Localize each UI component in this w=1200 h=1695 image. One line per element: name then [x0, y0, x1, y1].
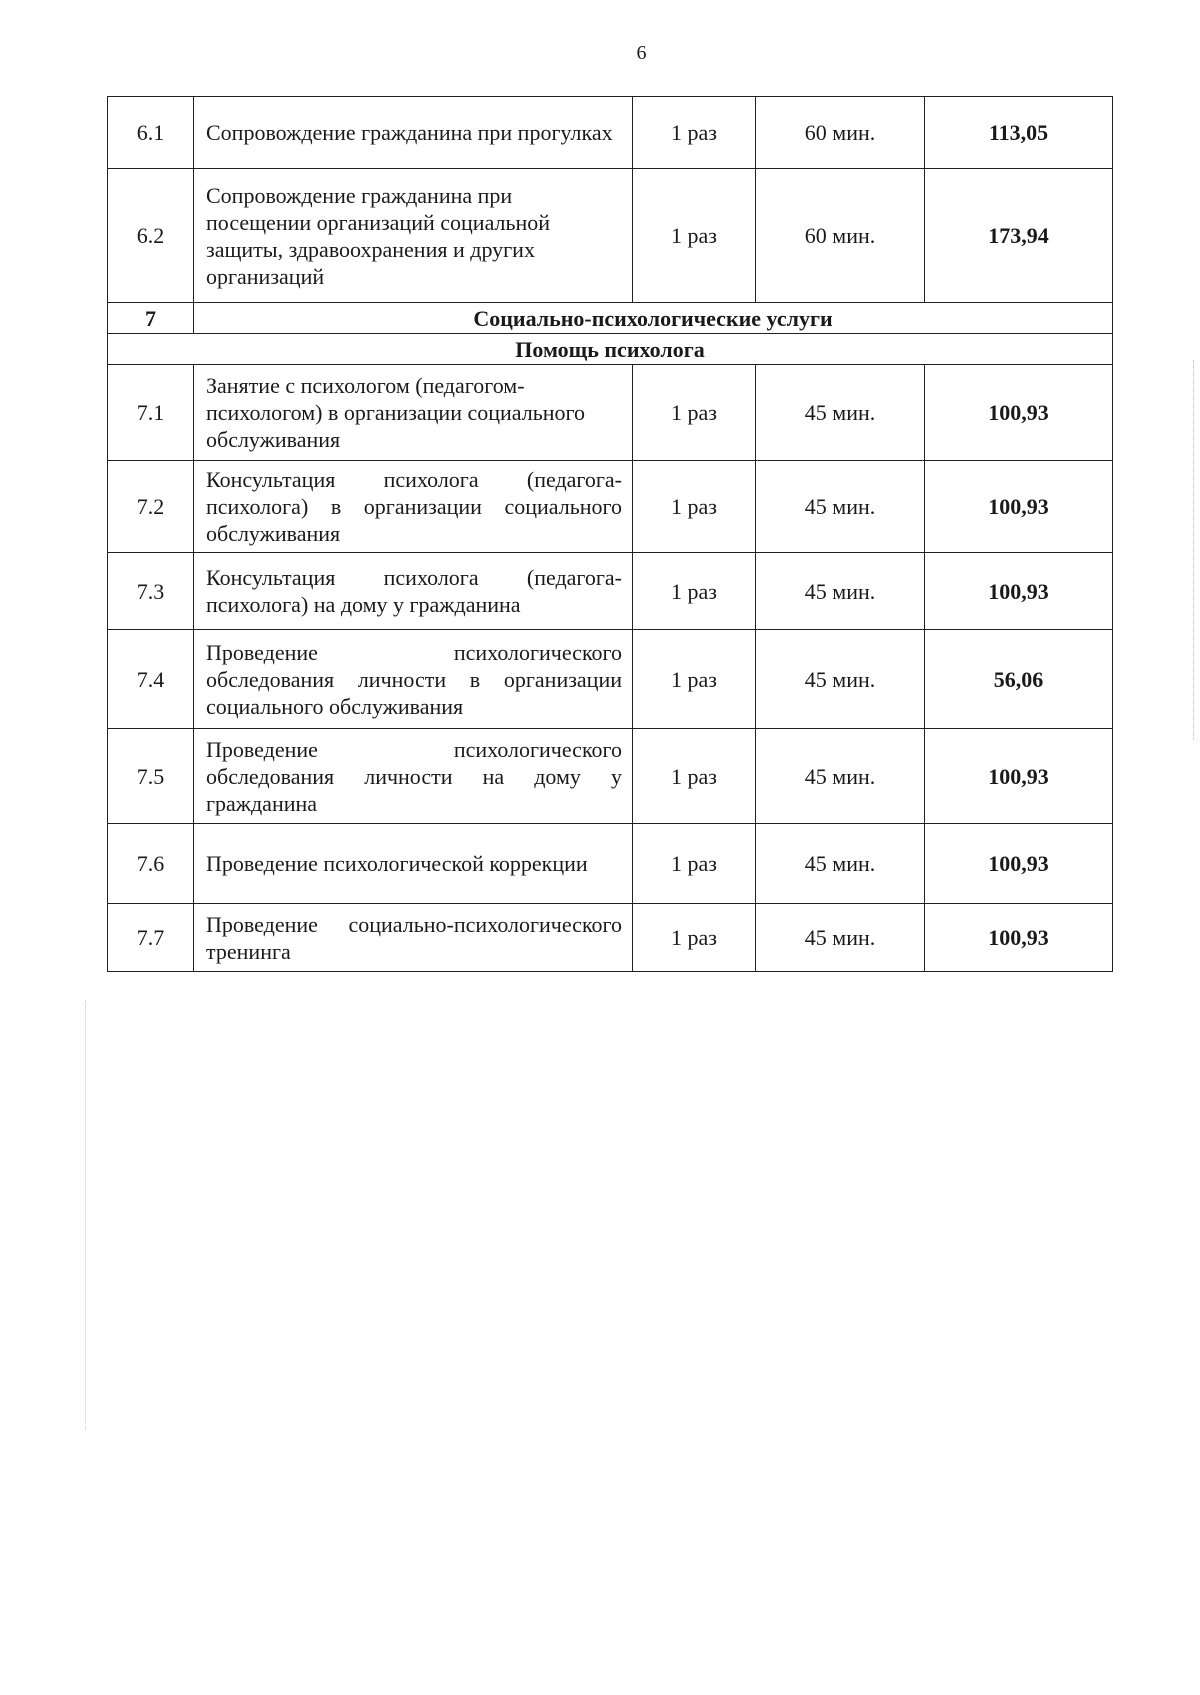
table-row	[108, 169, 1113, 303]
service-price: 100,93	[925, 365, 1113, 461]
service-frequency: 1 раз	[633, 904, 756, 972]
service-frequency: 1 раз	[633, 97, 756, 169]
service-price: 100,93	[925, 824, 1113, 904]
service-frequency: 1 раз	[633, 169, 756, 303]
service-frequency: 1 раз	[633, 553, 756, 630]
service-price: 100,93	[925, 553, 1113, 630]
service-duration: 45 мин.	[756, 904, 925, 972]
section-number: 7	[108, 303, 194, 334]
service-price: 173,94	[925, 169, 1113, 303]
service-name: Проведение социально-психологического тренинга	[194, 904, 633, 972]
section-row	[108, 303, 1113, 334]
page-number: 6	[636, 42, 647, 64]
row-number: 7.4	[108, 630, 194, 729]
table-row	[108, 365, 1113, 461]
table-row	[108, 461, 1113, 553]
scan-edge-mark	[85, 1000, 87, 1430]
table-row	[108, 97, 1113, 169]
subsection-title: Помощь психолога	[108, 334, 1113, 365]
service-duration: 60 мин.	[756, 97, 925, 169]
row-number: 7.7	[108, 904, 194, 972]
table-row	[108, 824, 1113, 904]
services-table	[107, 96, 1113, 972]
row-number: 7.1	[108, 365, 194, 461]
service-name: Занятие с психологом (педагогом-психологом) в организации социального обслуживания	[194, 365, 633, 461]
service-name: Сопровождение гражданина при посещении организаций социальной защиты, здравоохранения и других организаций	[194, 169, 633, 303]
service-duration: 45 мин.	[756, 461, 925, 553]
service-price: 113,05	[925, 97, 1113, 169]
service-name: Проведение психологического обследования личности в организации социального обслуживания	[194, 630, 633, 729]
service-name: Консультация психолога (педагога-психолога) на дому у гражданина	[194, 553, 633, 630]
service-price: 56,06	[925, 630, 1113, 729]
service-price: 100,93	[925, 729, 1113, 824]
table-row	[108, 904, 1113, 972]
service-duration: 45 мин.	[756, 729, 925, 824]
service-price: 100,93	[925, 904, 1113, 972]
service-duration: 60 мин.	[756, 169, 925, 303]
table-row	[108, 630, 1113, 729]
service-duration: 45 мин.	[756, 553, 925, 630]
service-duration: 45 мин.	[756, 630, 925, 729]
scan-edge-mark	[1193, 360, 1196, 740]
service-frequency: 1 раз	[633, 365, 756, 461]
service-duration: 45 мин.	[756, 824, 925, 904]
table-row	[108, 553, 1113, 630]
service-frequency: 1 раз	[633, 461, 756, 553]
service-frequency: 1 раз	[633, 824, 756, 904]
service-duration: 45 мин.	[756, 365, 925, 461]
service-frequency: 1 раз	[633, 729, 756, 824]
row-number: 6.2	[108, 169, 194, 303]
service-name: Проведение психологического обследования личности на дому у гражданина	[194, 729, 633, 824]
row-number: 7.5	[108, 729, 194, 824]
service-price: 100,93	[925, 461, 1113, 553]
subsection-row	[108, 334, 1113, 365]
service-name: Сопровождение гражданина при прогулках	[194, 97, 633, 169]
row-number: 7.2	[108, 461, 194, 553]
section-title: Социально-психологические услуги	[194, 303, 1113, 334]
service-frequency: 1 раз	[633, 630, 756, 729]
service-name: Проведение психологической коррекции	[194, 824, 633, 904]
row-number: 7.6	[108, 824, 194, 904]
row-number: 7.3	[108, 553, 194, 630]
service-name: Консультация психолога (педагога-психолога) в организации социального обслуживания	[194, 461, 633, 553]
row-number: 6.1	[108, 97, 194, 169]
table-row	[108, 729, 1113, 824]
